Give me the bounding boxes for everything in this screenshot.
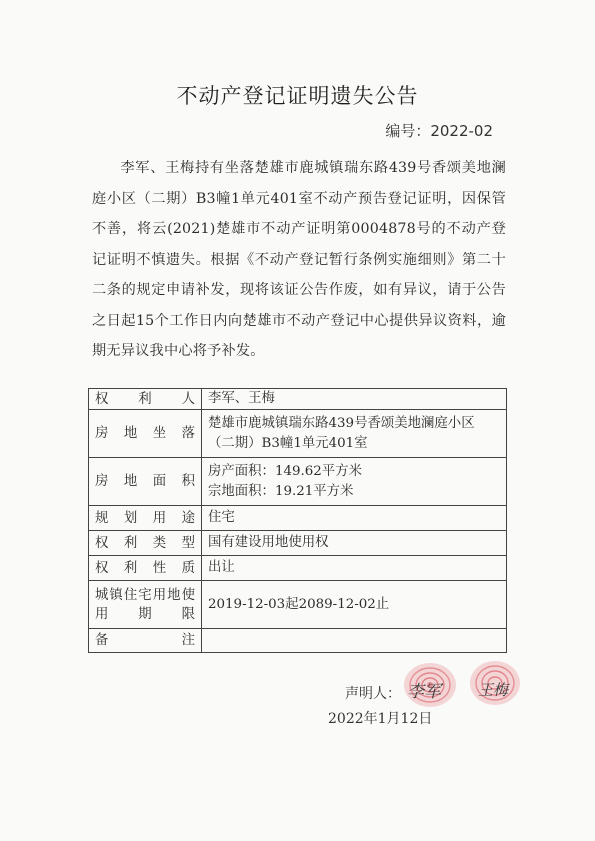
table-row — [89, 581, 507, 629]
row-label: 权利类型 — [89, 531, 202, 556]
row-label: 房地面积 — [89, 458, 202, 506]
row-label: 权利人 — [89, 389, 202, 410]
row-value — [202, 629, 507, 653]
row-label: 城镇住宅用地使用期限 — [89, 581, 202, 629]
table-row — [89, 629, 507, 653]
signature-name-1: 李军 — [407, 682, 441, 702]
row-value: 房产面积：149.62平方米 宗地面积：19.21平方米 — [202, 458, 507, 506]
table-row — [89, 458, 507, 506]
row-value: 国有建设用地使用权 — [202, 531, 507, 556]
row-label: 权利性质 — [89, 556, 202, 581]
row-label: 备注 — [89, 629, 202, 653]
row-label: 规划用途 — [89, 506, 202, 531]
signature-name-2: 王梅 — [478, 681, 509, 699]
table-row — [89, 410, 507, 458]
table-row — [89, 389, 507, 410]
table-row — [89, 506, 507, 531]
row-value: 楚雄市鹿城镇瑞东路439号香颂美地澜庭小区（二期）B3幢1单元401室 — [202, 410, 507, 458]
row-value: 住宅 — [202, 506, 507, 531]
document-number: 编号：2022-02 — [385, 122, 493, 140]
table-row — [89, 531, 507, 556]
row-value: 2019-12-03起2089-12-02止 — [202, 581, 507, 629]
page-title: 不动产登记证明遗失公告 — [176, 84, 419, 108]
declarant-label: 声明人： — [345, 686, 401, 702]
row-label: 房地坐落 — [89, 410, 202, 458]
row-value: 李军、王梅 — [202, 389, 507, 410]
table-row — [89, 556, 507, 581]
announcement-body: 李军、王梅持有坐落楚雄市鹿城镇瑞东路439号香颂美地澜庭小区（二期）B3幢1单元401室不动产预告登记证明，因保管不善，将云(2021)楚雄市不动产证明第0004878号的不动产登记证明不慎遗失。根据《不动产登记暂行条例实施细则》第二十二条的规定申请补发，现将该证公告作废，如有异议，请于公告之日起15个工作日内向楚雄市不动产登记中心提供异议资料，逾期无异议我中心将予补发。 — [92, 160, 506, 359]
row-value: 出让 — [202, 556, 507, 581]
property-info-table — [88, 388, 507, 653]
signature-date: 2022年1月12日 — [328, 711, 433, 727]
